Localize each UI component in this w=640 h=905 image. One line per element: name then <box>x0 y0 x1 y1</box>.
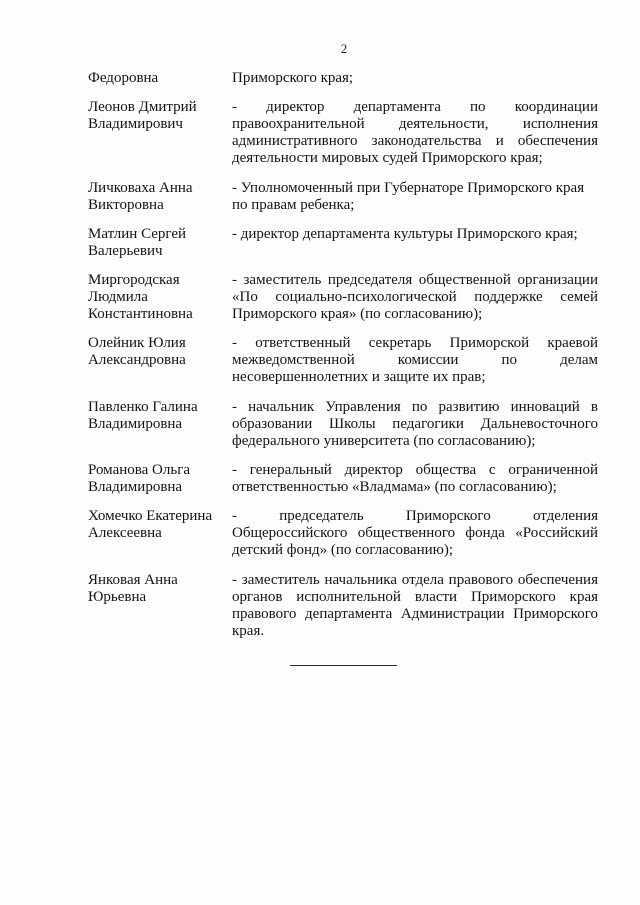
member-name: Павленко Галина Владимировна <box>88 398 198 432</box>
member-name: Миргородская Людмила Константиновна <box>88 272 193 323</box>
position-line: - директор департамента культуры Приморского края; <box>232 225 578 242</box>
member-position <box>232 399 598 450</box>
member-name: Федоровна <box>88 70 159 86</box>
position-line: - заместитель начальника отдела правового обеспечения <box>232 571 598 588</box>
member-name: Личковаха Анна Викторовна <box>88 179 193 213</box>
position-line: «По социально-психологической поддержке семей <box>232 289 598 306</box>
position-line: - директор департамента по координации <box>232 99 598 116</box>
position-line: федерального университета (по согласованию); <box>232 432 536 449</box>
end-separator-line <box>290 665 397 666</box>
member-position <box>232 180 598 214</box>
member-position <box>232 226 598 260</box>
member-position <box>232 462 598 496</box>
member-entry <box>88 70 598 87</box>
member-entry <box>88 399 598 450</box>
member-position <box>232 508 598 559</box>
position-line: образовании Школы педагогики Дальневосточного <box>232 415 598 432</box>
member-entry <box>88 462 598 496</box>
position-line: - заместитель председателя общественной организации <box>232 272 598 289</box>
member-position <box>232 70 598 87</box>
position-line: края. <box>232 622 265 639</box>
member-position <box>232 572 598 640</box>
member-entry <box>88 180 598 214</box>
position-line: правоохранительной деятельности, исполнения <box>232 116 598 133</box>
position-line: - генеральный директор общества с ограниченной <box>232 462 598 479</box>
position-line: правового департамента Администрации Приморского <box>232 605 598 622</box>
member-name: Янковая Анна Юрьевна <box>88 571 178 605</box>
member-name: Олейник Юлия Александровна <box>88 335 186 369</box>
position-line: детский фонд» (по согласованию); <box>232 542 453 559</box>
position-line: органов исполнительной власти Приморского края <box>232 588 598 605</box>
member-entry <box>88 272 598 323</box>
page-number: 2 <box>340 41 348 56</box>
position-line: - Уполномоченный при Губернаторе Приморского края <box>232 179 585 196</box>
member-name: Хомечко Екатерина Алексеевна <box>88 508 213 542</box>
position-line: по правам ребенка; <box>232 196 355 213</box>
member-entry <box>88 335 598 386</box>
position-line: несовершеннолетних и защите их прав; <box>232 369 486 386</box>
position-line: - председатель Приморского отделения <box>232 508 598 525</box>
member-position <box>232 99 598 167</box>
position-line: деятельности мировых судей Приморского края; <box>232 150 543 167</box>
member-position <box>232 272 598 323</box>
member-entry <box>88 226 598 260</box>
position-line: межведомственной комиссии по делам <box>232 352 598 369</box>
member-entry <box>88 99 598 167</box>
member-list <box>88 70 598 640</box>
member-name: Леонов Дмитрий Владимирович <box>88 99 197 133</box>
position-line: Приморского края» (по согласованию); <box>232 306 483 323</box>
position-line: Общероссийского общественного фонда «Российский <box>232 525 598 542</box>
position-line: ответственностью «Владмама» (по согласованию); <box>232 479 557 496</box>
member-name: Матлин Сергей Валерьевич <box>88 225 187 259</box>
member-name: Романова Ольга Владимировна <box>88 462 191 496</box>
position-line: - ответственный секретарь Приморской краевой <box>232 335 598 352</box>
position-line: - начальник Управления по развитию инноваций в <box>232 398 598 415</box>
member-position <box>232 335 598 386</box>
position-line: административного законодательства и обеспечения <box>232 133 598 150</box>
position-line: Приморского края; <box>232 70 354 86</box>
member-entry <box>88 508 598 559</box>
member-entry <box>88 572 598 640</box>
